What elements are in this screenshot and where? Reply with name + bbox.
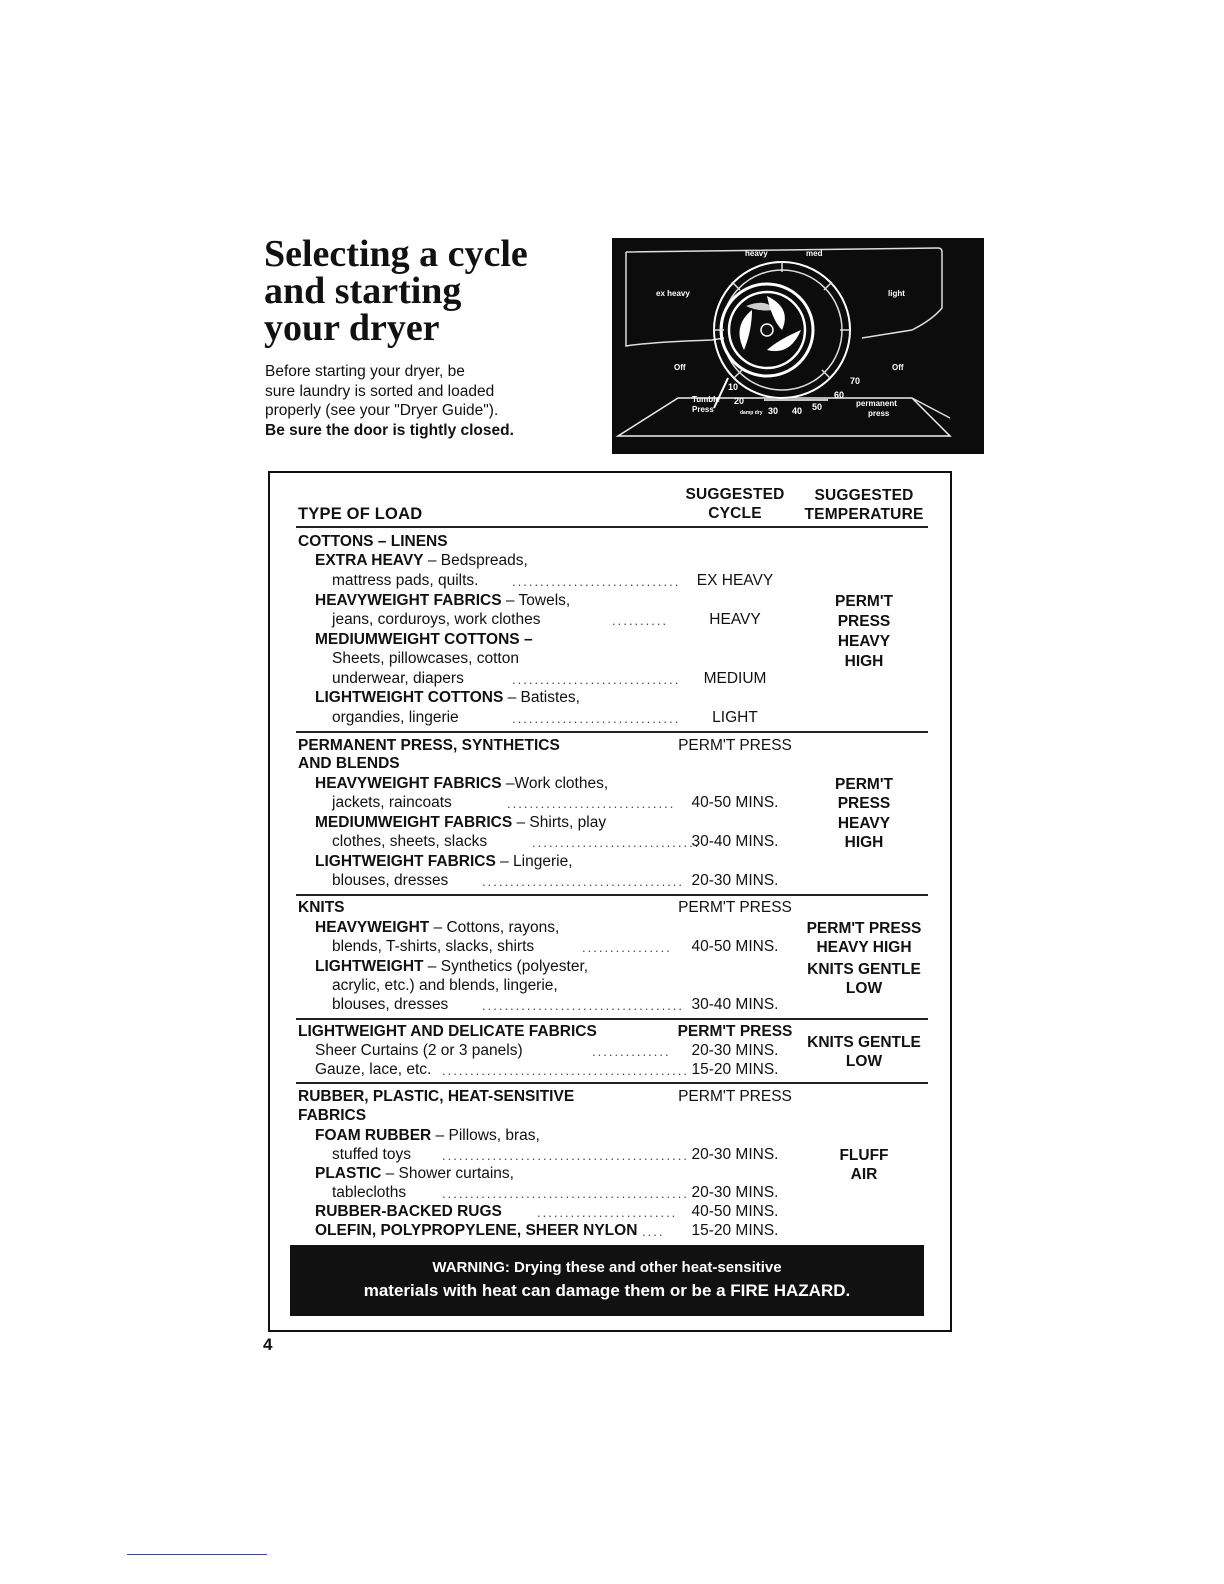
knits-temp-3: KNITS GENTLE: [807, 961, 921, 978]
cottons-row-4: jeans, corduroys, work clothes: [332, 611, 541, 628]
page-title: [264, 233, 528, 349]
permanent-temp-1: PERM'T: [835, 776, 893, 793]
cottons-cycle-light: LIGHT: [712, 709, 758, 726]
permanent-heading-1: PERMANENT PRESS, SYNTHETICS: [298, 737, 560, 754]
dot-leader: ............................................: [442, 1186, 689, 1201]
dot-leader: ..............: [592, 1044, 671, 1059]
header-cycle-line2: CYCLE: [708, 505, 762, 522]
rubber-row-2: stuffed toys: [332, 1146, 411, 1163]
dial-label-30: 30: [768, 406, 779, 416]
permanent-row-2: jackets, raincoats: [332, 794, 452, 811]
knits-temp-4: LOW: [845, 980, 883, 997]
dial-label-light: light: [888, 289, 905, 298]
delicate-temp-2: LOW: [845, 1053, 883, 1070]
row-bold: MEDIUMWEIGHT FABRICS: [315, 814, 513, 831]
cottons-row-3: [315, 592, 570, 610]
permanent-heading-cycle: PERM'T PRESS: [678, 737, 792, 754]
cottons-temp-2: PRESS: [837, 613, 891, 630]
dial-label-10: 10: [728, 382, 739, 392]
dot-leader: ............................................: [442, 1063, 689, 1078]
dial-label-off-left: Off: [674, 363, 686, 372]
dial-label-off-right: Off: [892, 363, 904, 372]
header-type-of-load: TYPE OF LOAD: [298, 505, 423, 523]
warning-line-1: WARNING: Drying these and other heat-sensitive: [432, 1259, 782, 1276]
row-text: – Lingerie,: [495, 853, 573, 870]
header-cycle-line1: SUGGESTED: [685, 486, 785, 503]
row-bold: LIGHTWEIGHT: [315, 958, 424, 975]
cottons-temp-1: PERM'T: [835, 593, 893, 610]
row-text: – Shirts, play: [512, 814, 607, 831]
rubber-temp-1: FLUFF: [839, 1147, 889, 1164]
row-text: – Towels,: [501, 592, 571, 609]
section-divider: [296, 1018, 928, 1020]
row-text: – Synthetics (polyester,: [423, 958, 589, 975]
dot-leader: ..............................: [507, 796, 676, 811]
permanent-row-6: blouses, dresses: [332, 872, 449, 889]
section-divider: [296, 1082, 928, 1084]
knits-heading-cycle: PERM'T PRESS: [678, 899, 792, 916]
title-line-1: Selecting a cycle: [264, 233, 528, 275]
dial-label-ex-heavy: ex heavy: [656, 289, 690, 298]
permanent-cycle-2: 30-40 MINS.: [691, 833, 779, 850]
footnote-rule: [127, 1554, 267, 1555]
rubber-heading-cycle: PERM'T PRESS: [678, 1088, 792, 1105]
dryer-dial-icon: [612, 238, 984, 454]
permanent-row-1: [315, 775, 608, 793]
knits-row-3: [315, 958, 588, 976]
dot-leader: ..............................: [512, 711, 681, 726]
row-text: – Pillows, bras,: [431, 1127, 540, 1144]
header-temperature-line1: SUGGESTED: [814, 487, 914, 504]
knits-row-2: blends, T-shirts, slacks, shirts: [332, 938, 535, 955]
dial-label-50: 50: [812, 402, 823, 412]
fire-hazard-warning: [290, 1245, 924, 1316]
row-bold: HEAVYWEIGHT FABRICS: [315, 592, 502, 609]
row-bold: HEAVYWEIGHT: [315, 919, 430, 936]
rubber-row-3: [315, 1165, 514, 1183]
row-text: – Cottons, rayons,: [429, 919, 560, 936]
knits-row-1: [315, 919, 559, 937]
knits-row-4: acrylic, etc.) and blends, lingerie,: [332, 977, 558, 994]
row-text: – Bedspreads,: [423, 552, 528, 569]
dial-label-70: 70: [850, 376, 861, 386]
row-bold: LIGHTWEIGHT FABRICS: [315, 853, 496, 870]
permanent-cycle-3: 20-30 MINS.: [691, 872, 779, 889]
delicate-heading-cycle: PERM'T PRESS: [677, 1023, 793, 1040]
warning-line-2: materials with heat can damage them or be a FIRE HAZARD.: [363, 1281, 851, 1300]
cottons-row-7: underwear, diapers: [332, 670, 464, 687]
cottons-cycle-heavy: HEAVY: [709, 611, 761, 628]
dial-label-permanent: permanent: [856, 399, 897, 408]
dot-leader: ..............................: [512, 672, 681, 687]
cottons-row-1: [315, 552, 528, 570]
cottons-row-2: mattress pads, quilts.: [332, 572, 479, 589]
dot-leader: ....: [642, 1224, 665, 1239]
header-temperature-line2: TEMPERATURE: [804, 506, 924, 523]
dial-label-press: Press: [692, 405, 714, 414]
dot-leader: ..............................: [512, 574, 681, 589]
dial-label-press-right: press: [868, 409, 890, 418]
knits-temp-1: PERM'T PRESS: [806, 920, 922, 937]
dot-leader: ..........: [612, 613, 669, 628]
header-divider: [296, 526, 928, 528]
section-divider: [296, 731, 928, 733]
dial-label-damp-dry: damp dry: [740, 410, 763, 416]
page-number: 4: [263, 1335, 273, 1354]
delicate-row-1: Sheer Curtains (2 or 3 panels): [315, 1042, 523, 1059]
rubber-row-1: [315, 1127, 540, 1145]
dial-label-med: med: [806, 249, 823, 258]
cottons-row-9: organdies, lingerie: [332, 709, 459, 726]
permanent-row-5: [315, 853, 573, 871]
cottons-row-8: [315, 689, 580, 707]
intro-bold-line: Be sure the door is tightly closed.: [265, 421, 514, 439]
row-bold: PLASTIC: [315, 1165, 382, 1182]
dot-leader: ....................................: [482, 874, 685, 889]
permanent-cycle-1: 40-50 MINS.: [691, 794, 779, 811]
knits-heading: KNITS: [298, 899, 345, 916]
dot-leader: ............................................: [442, 1148, 689, 1163]
rubber-heading-1: RUBBER, PLASTIC, HEAT-SENSITIVE: [298, 1088, 575, 1105]
dot-leader: .........................: [537, 1205, 678, 1220]
intro-line-2: sure laundry is sorted and loaded: [265, 382, 495, 400]
cottons-temp-4: HIGH: [844, 653, 884, 670]
rubber-heading-2: FABRICS: [298, 1107, 367, 1124]
permanent-temp-2: PRESS: [837, 795, 891, 812]
knits-row-5: blouses, dresses: [332, 996, 449, 1013]
permanent-temp-4: HIGH: [844, 834, 884, 851]
row-text: – Batistes,: [503, 689, 580, 706]
permanent-heading-2: AND BLENDS: [298, 755, 400, 772]
knits-cycle-1: 40-50 MINS.: [691, 938, 779, 955]
rubber-cycle-4: 15-20 MINS.: [691, 1222, 779, 1239]
cottons-heading: COTTONS – LINENS: [298, 533, 448, 550]
dot-leader: ................: [582, 940, 672, 955]
cottons-row-5: MEDIUMWEIGHT COTTONS –: [315, 631, 533, 648]
rubber-cycle-2: 20-30 MINS.: [691, 1184, 779, 1201]
dial-label-tumble: Tumble: [692, 395, 720, 404]
intro-line-3: properly (see your "Dryer Guide").: [265, 402, 499, 419]
rubber-cycle-3: 40-50 MINS.: [691, 1203, 779, 1220]
rubber-cycle-1: 20-30 MINS.: [691, 1146, 779, 1163]
cottons-row-6: Sheets, pillowcases, cotton: [332, 650, 519, 667]
delicate-heading: LIGHTWEIGHT AND DELICATE FABRICS: [298, 1023, 597, 1040]
cottons-temp-3: HEAVY: [837, 633, 891, 650]
dryer-control-panel-illustration: [612, 238, 984, 454]
knits-temp-2: HEAVY HIGH: [816, 939, 912, 956]
title-line-3: your dryer: [264, 307, 440, 349]
row-bold: LIGHTWEIGHT COTTONS: [315, 689, 504, 706]
row-text: –Work clothes,: [501, 775, 609, 792]
row-bold: EXTRA HEAVY: [315, 552, 424, 569]
knits-cycle-2: 30-40 MINS.: [691, 996, 779, 1013]
delicate-row-2: Gauze, lace, etc.: [315, 1061, 432, 1078]
dial-label-40: 40: [792, 406, 803, 416]
permanent-temp-3: HEAVY: [837, 815, 891, 832]
dial-label-heavy: heavy: [745, 249, 768, 258]
cottons-cycle-medium: MEDIUM: [703, 670, 767, 687]
intro-line-1: Before starting your dryer, be: [265, 363, 465, 380]
rubber-row-5: RUBBER-BACKED RUGS: [315, 1203, 502, 1220]
row-text: – Shower curtains,: [381, 1165, 514, 1182]
permanent-row-3: [315, 814, 606, 832]
intro-paragraph: [265, 362, 575, 440]
delicate-cycle-1: 20-30 MINS.: [691, 1042, 779, 1059]
delicate-cycle-2: 15-20 MINS.: [691, 1061, 779, 1078]
delicate-temp-1: KNITS GENTLE: [807, 1034, 921, 1051]
dial-label-60: 60: [834, 390, 845, 400]
row-bold: HEAVYWEIGHT FABRICS: [315, 775, 502, 792]
dial-label-20: 20: [734, 396, 745, 406]
permanent-row-4: clothes, sheets, slacks: [332, 833, 488, 850]
cottons-cycle-ex-heavy: EX HEAVY: [696, 572, 774, 589]
section-divider: [296, 894, 928, 896]
row-bold: FOAM RUBBER: [315, 1127, 432, 1144]
title-line-2: and starting: [264, 270, 462, 312]
rubber-row-4: tablecloths: [332, 1184, 407, 1201]
rubber-row-6: OLEFIN, POLYPROPYLENE, SHEER NYLON: [315, 1222, 638, 1239]
rubber-temp-2: AIR: [850, 1166, 878, 1183]
dot-leader: ..............................: [532, 835, 701, 850]
dot-leader: ....................................: [482, 998, 685, 1013]
